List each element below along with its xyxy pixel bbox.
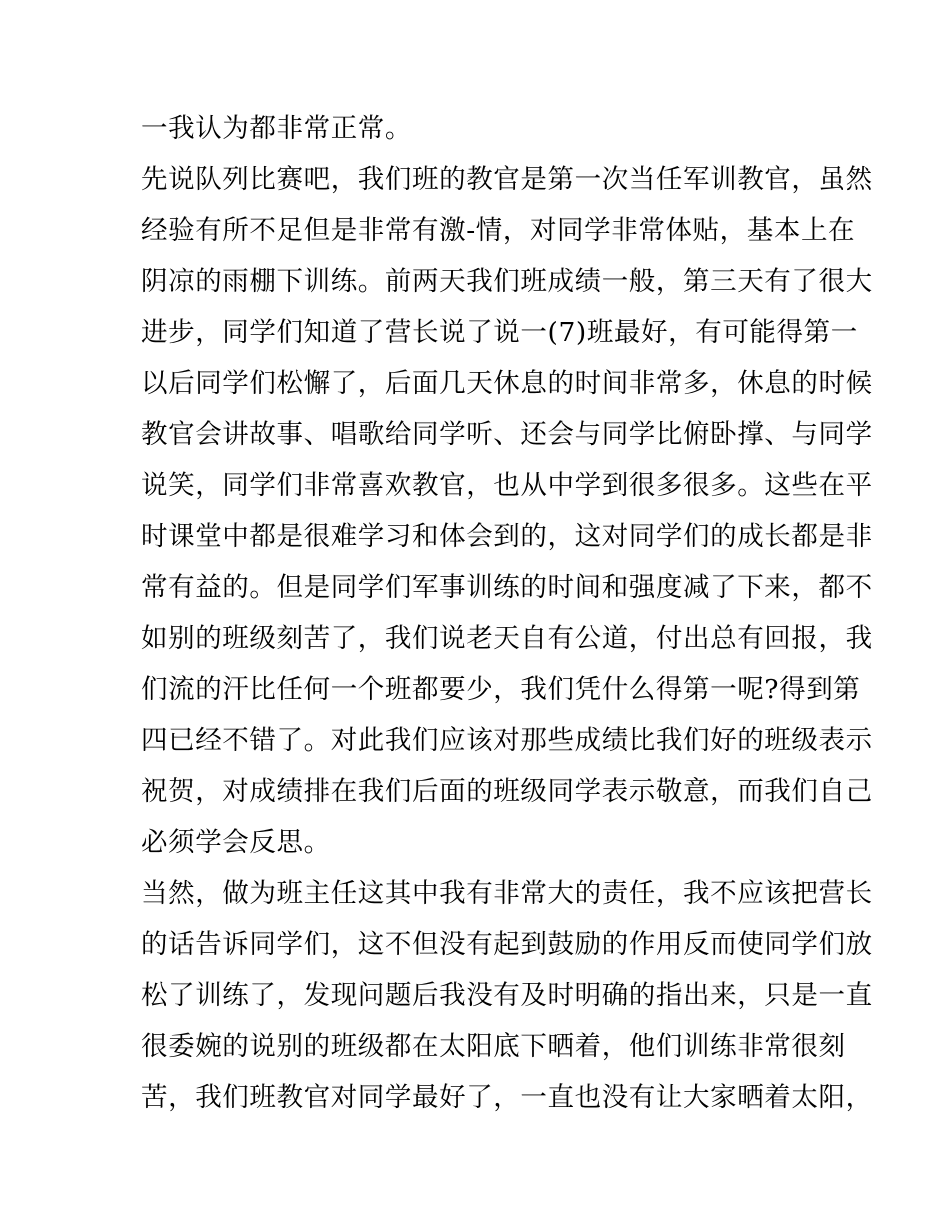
text-line: 必须学会反思。 <box>141 827 331 858</box>
text-line: 一我认为都非常正常。 <box>141 113 412 144</box>
text-line: 如别的班级刻苦了，我们说老天自有公道，付出总有回报，我 <box>141 623 873 654</box>
text-line: 说笑，同学们非常喜欢教官，也从中学到很多很多。这些在平 <box>141 470 873 501</box>
text-line: 的话告诉同学们，这不但没有起到鼓励的作用反而使同学们放 <box>141 929 873 960</box>
text-line: 常有益的。但是同学们军事训练的时间和强度减了下来，都不 <box>141 572 873 603</box>
text-line: 很委婉的说别的班级都在太阳底下晒着，他们训练非常很刻 <box>141 1031 846 1062</box>
text-line: 阴凉的雨棚下训练。前两天我们班成绩一般，第三天有了很大 <box>141 266 873 297</box>
text-line: 祝贺，对成绩排在我们后面的班级同学表示敬意，而我们自己 <box>141 776 873 807</box>
text-line: 以后同学们松懈了，后面几天休息的时间非常多，休息的时候 <box>141 368 873 399</box>
text-line: 苦，我们班教官对同学最好了，一直也没有让大家晒着太阳， <box>141 1082 873 1113</box>
text-line: 时课堂中都是很难学习和体会到的，这对同学们的成长都是非 <box>141 521 873 552</box>
text-line: 们流的汗比任何一个班都要少，我们凭什么得第一呢?得到第 <box>141 674 861 705</box>
text-line: 教官会讲故事、唱歌给同学听、还会与同学比俯卧撑、与同学 <box>141 419 873 450</box>
text-line: 松了训练了，发现问题后我没有及时明确的指出来，只是一直 <box>141 980 873 1011</box>
text-line: 当然，做为班主任这其中我有非常大的责任，我不应该把营长 <box>141 878 873 909</box>
text-line: 先说队列比赛吧，我们班的教官是第一次当任军训教官，虽然 <box>141 164 873 195</box>
text-line: 四已经不错了。对此我们应该对那些成绩比我们好的班级表示 <box>141 725 873 756</box>
text-line: 经验有所不足但是非常有激-情，对同学非常体贴，基本上在 <box>141 215 856 246</box>
text-line: 进步，同学们知道了营长说了说一(7)班最好，有可能得第一 <box>141 317 858 348</box>
